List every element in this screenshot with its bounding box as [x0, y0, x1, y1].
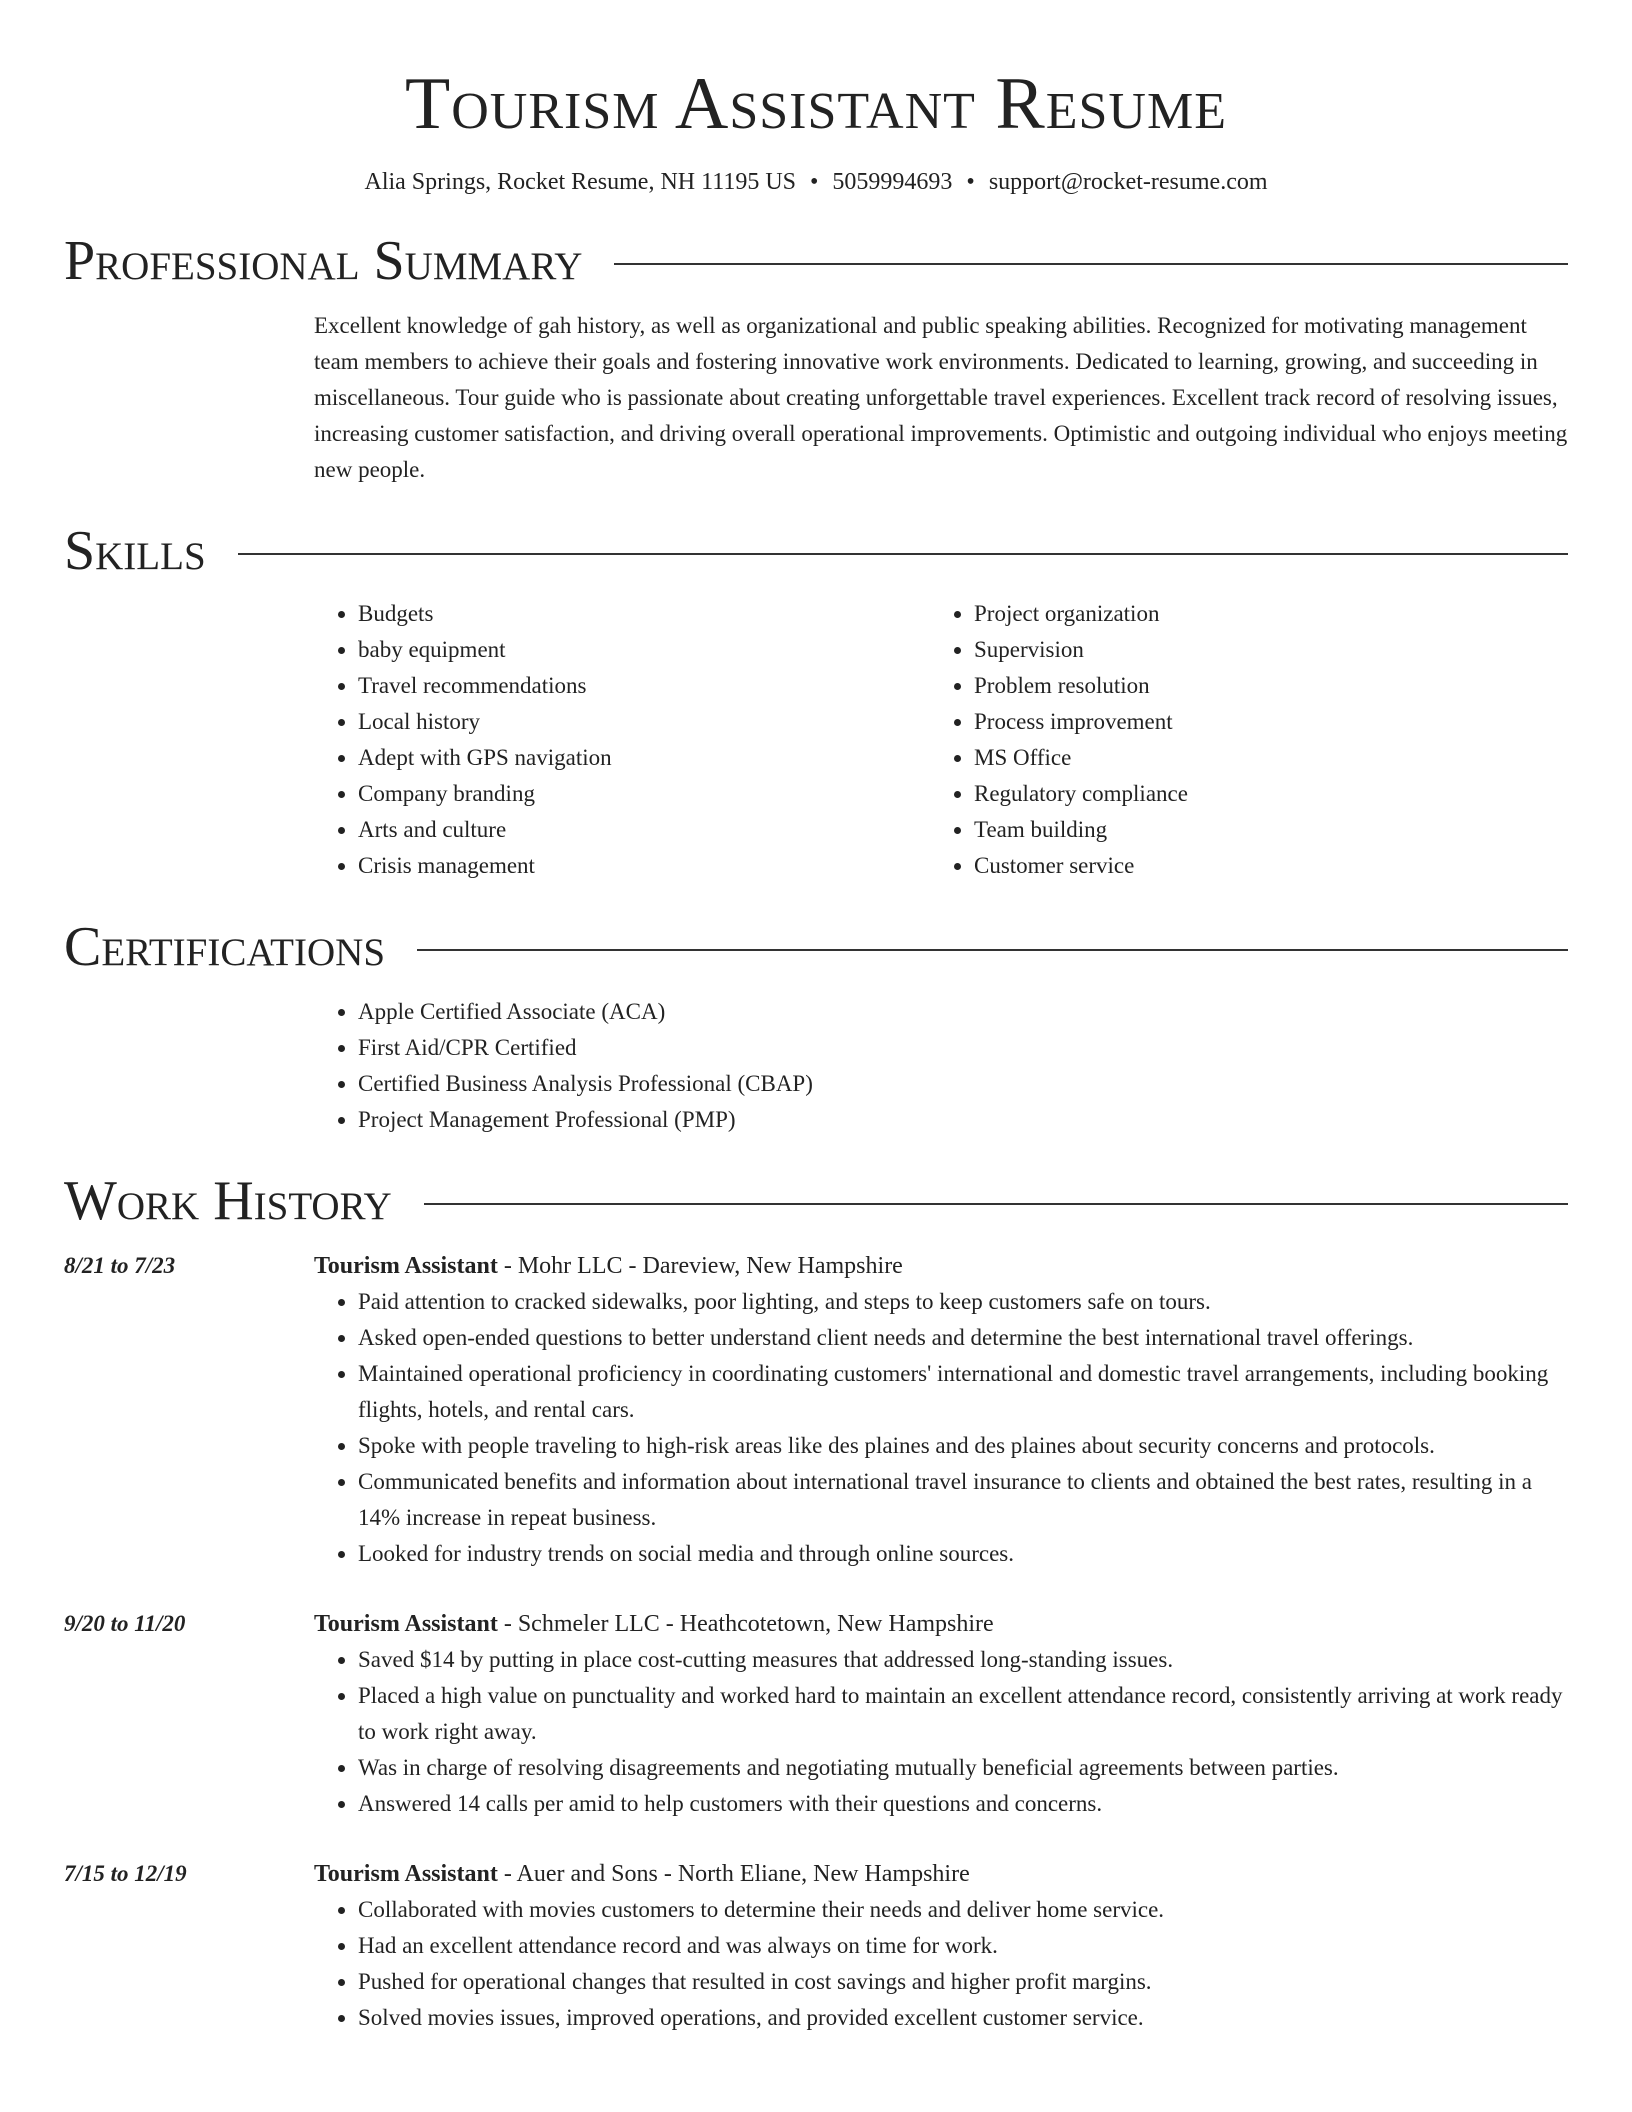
skill-item: • Problem resolution: [974, 668, 1546, 704]
job-bullet: • Placed a high value on punctuality and worked hard to maintain an excellent attendance record, consistently arriving at work ready to work right away.: [358, 1678, 1568, 1750]
job-dates: 9/20 to 11/20: [64, 1611, 186, 1636]
job-entry: [64, 1856, 1568, 2036]
job-dates: 8/21 to 7/23: [64, 1253, 176, 1278]
skill-item: • Customer service: [974, 848, 1546, 884]
summary-heading: Professional Summary: [64, 230, 583, 292]
skill-item: • MS Office: [974, 740, 1546, 776]
job-content: [314, 1856, 1568, 2036]
summary-section-header: [64, 228, 1568, 294]
contact-line: [64, 166, 1568, 198]
summary-text: Excellent knowledge of gah history, as well as organizational and public speaking abilities. Recognized for motivating management team members to achieve their goals and fostering innovative work environments. Dedicated to learning, growing, and succeeding in miscellaneous. Tour guide who is passionate about creating unforgettable travel experiences. Excellent track record of resolving issues, increasing customer satisfaction, and driving overall operational improvements. Optimistic and outgoing individual who enjoys meeting new people.: [314, 313, 1568, 482]
summary-body: [314, 308, 1568, 488]
section-divider: [424, 1203, 1568, 1205]
job-title: Tourism Assistant: [314, 1253, 498, 1279]
job-employer-location: - Schmeler LLC - Heathcotetown, New Hampshire: [497, 1611, 994, 1637]
certifications-body: [314, 994, 1568, 1138]
job-bullets: [314, 1284, 1568, 1572]
skill-item: • Arts and culture: [358, 812, 930, 848]
skill-item: • Supervision: [974, 632, 1546, 668]
job-bullets: [314, 1892, 1568, 2036]
contact-separator: •: [810, 169, 819, 195]
job-bullet: • Maintained operational proficiency in coordinating customers' international and domestic travel arrangements, including booking flights, hotels, and rental cars.: [358, 1356, 1568, 1428]
job-bullet: • Communicated benefits and information about international travel insurance to clients and obtained the best rates, resulting in a 14% increase in repeat business.: [358, 1464, 1568, 1536]
skill-item: • Regulatory compliance: [974, 776, 1546, 812]
skills-heading: Skills: [64, 520, 206, 582]
skill-item: • Budgets: [358, 596, 930, 632]
skills-column-right: [930, 596, 1546, 884]
contact-address: Alia Springs, Rocket Resume, NH 11195 US: [364, 169, 797, 195]
job-dates: 7/15 to 12/19: [64, 1861, 187, 1886]
resume-title: Tourism Assistant Resume: [405, 63, 1227, 145]
work-history-heading: Work History: [64, 1170, 392, 1232]
skill-item: • Project organization: [974, 596, 1546, 632]
skills-list-left: [314, 596, 930, 884]
skills-list-right: [930, 596, 1546, 884]
skills-grid: [314, 596, 1568, 884]
job-employer-location: - Auer and Sons - North Eliane, New Hampshire: [497, 1861, 970, 1887]
job-content: [314, 1606, 1568, 1822]
skill-item: • Adept with GPS navigation: [358, 740, 930, 776]
job-title: Tourism Assistant: [314, 1611, 498, 1637]
job-bullet: • Had an excellent attendance record and was always on time for work.: [358, 1928, 1568, 1964]
section-divider: [238, 553, 1568, 555]
skill-item: • Process improvement: [974, 704, 1546, 740]
job-bullet: • Paid attention to cracked sidewalks, poor lighting, and steps to keep customers safe on tours.: [358, 1284, 1568, 1320]
skills-section-header: [64, 518, 1568, 584]
certification-item: • Certified Business Analysis Professional (CBAP): [358, 1066, 1568, 1102]
skill-item: • Crisis management: [358, 848, 930, 884]
section-divider: [417, 949, 1568, 951]
certification-item: • First Aid/CPR Certified: [358, 1030, 1568, 1066]
contact-phone: 5059994693: [832, 169, 953, 195]
job-bullet: • Solved movies issues, improved operations, and provided excellent customer service.: [358, 2000, 1568, 2036]
job-bullet: • Saved $14 by putting in place cost-cutting measures that addressed long-standing issues.: [358, 1642, 1568, 1678]
job-bullet: • Answered 14 calls per amid to help customers with their questions and concerns.: [358, 1786, 1568, 1822]
job-entry: [64, 1248, 1568, 1572]
job-bullet: • Looked for industry trends on social media and through online sources.: [358, 1536, 1568, 1572]
job-heading: [314, 1606, 1568, 1642]
job-bullet: • Spoke with people traveling to high-risk areas like des plaines and des plaines about security concerns and protocols.: [358, 1428, 1568, 1464]
job-heading: [314, 1248, 1568, 1284]
skill-item: • baby equipment: [358, 632, 930, 668]
work-history-section-header: [64, 1168, 1568, 1234]
section-divider: [614, 263, 1568, 265]
job-entry: [64, 1606, 1568, 1822]
skills-column-left: [314, 596, 930, 884]
job-bullets: [314, 1642, 1568, 1822]
certification-item: • Apple Certified Associate (ACA): [358, 994, 1568, 1030]
job-bullet: • Asked open-ended questions to better understand client needs and determine the best international travel offerings.: [358, 1320, 1568, 1356]
skills-body: [314, 596, 1568, 884]
certifications-heading: Certifications: [64, 916, 386, 978]
skill-item: • Travel recommendations: [358, 668, 930, 704]
resume-page: [64, 0, 1568, 2036]
skill-item: • Local history: [358, 704, 930, 740]
skill-item: • Company branding: [358, 776, 930, 812]
skill-item: • Team building: [974, 812, 1546, 848]
job-title: Tourism Assistant: [314, 1861, 498, 1887]
job-employer-location: - Mohr LLC - Dareview, New Hampshire: [497, 1253, 903, 1279]
contact-separator: •: [966, 169, 975, 195]
job-heading: [314, 1856, 1568, 1892]
contact-email[interactable]: support@rocket-resume.com: [988, 169, 1268, 195]
certification-item: • Project Management Professional (PMP): [358, 1102, 1568, 1138]
job-bullet: • Collaborated with movies customers to determine their needs and deliver home service.: [358, 1892, 1568, 1928]
job-bullet: • Pushed for operational changes that resulted in cost savings and higher profit margins.: [358, 1964, 1568, 2000]
job-content: [314, 1248, 1568, 1572]
job-bullet: • Was in charge of resolving disagreements and negotiating mutually beneficial agreements between parties.: [358, 1750, 1568, 1786]
certifications-section-header: [64, 914, 1568, 980]
certifications-list: [314, 994, 1568, 1138]
